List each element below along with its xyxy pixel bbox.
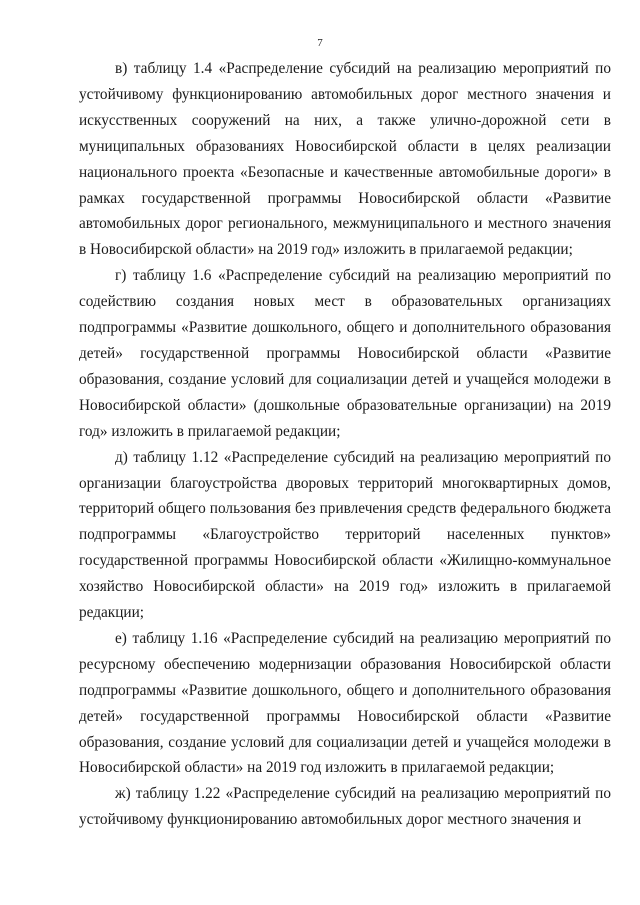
paragraph-v: в) таблицу 1.4 «Распределение субсидий на реализацию мероприятий по устойчивому функционированию автомобильных дорог местного значения и искусственных сооружений на них, а также улично-дорожной сети в муниципальных образованиях Новосибирской области в целях реализации национального проекта «Безопасные и качественные автомобильные дороги» в рамках государственной программы Новосибирской области «Развитие автомобильных дорог регионального, межмуниципального и местного значения в Новосибирской области» на 2019 год» изложить в прилагаемой редакции; — [79, 60, 611, 259]
paragraph-zh: ж) таблицу 1.22 «Распределение субсидий на реализацию мероприятий по устойчивому функционированию автомобильных дорог местного значения и — [79, 785, 611, 829]
document-body — [79, 56, 611, 833]
paragraph-e: е) таблицу 1.16 «Распределение субсидий на реализацию мероприятий по ресурсному обеспечению модернизации образования Новосибирской области подпрограммы «Развитие дошкольного, общего и дополнительного образования детей» государственной программы Новосибирской области «Развитие образования, создание условий для социализации детей и учащейся молодежи в Новосибирской области» на 2019 год изложить в прилагаемой редакции; — [79, 629, 611, 777]
page-number: 7 — [317, 37, 323, 49]
paragraph-g: г) таблицу 1.6 «Распределение субсидий на реализацию мероприятий по содействию создания новых мест в образовательных организациях подпрограммы «Развитие дошкольного, общего и дополнительного образования детей» государственной программы Новосибирской области «Развитие образования, создание условий для социализации детей и учащейся молодежи в Новосибирской области» (дошкольные образовательные организации) на 2019 год» изложить в прилагаемой редакции; — [79, 267, 611, 440]
paragraph-d: д) таблицу 1.12 «Распределение субсидий на реализацию мероприятий по организации благоустройства дворовых территорий многоквартирных домов, территорий общего пользования без привлечения средств федерального бюджета подпрограммы «Благоустройство территорий населенных пунктов» государственной программы Новосибирской области «Жилищно-коммунальное хозяйство Новосибирской области» на 2019 год» изложить в прилагаемой редакции; — [79, 448, 611, 622]
